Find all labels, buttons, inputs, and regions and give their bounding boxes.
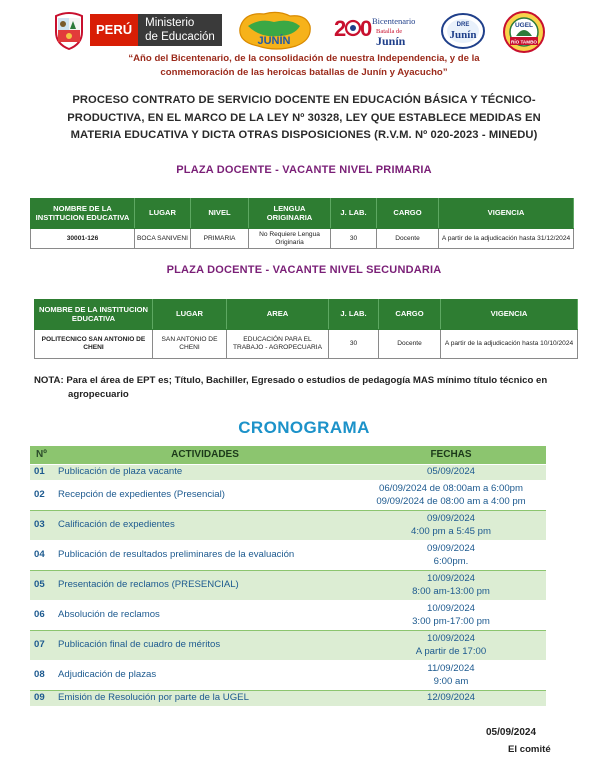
row-actividad: Recepción de expedientes (Presencial): [54, 480, 356, 510]
cronograma-title: CRONOGRAMA: [238, 418, 370, 437]
row-fecha-line1: 10/09/2024: [426, 602, 475, 614]
nota-block: [34, 374, 574, 402]
primaria-heading: PLAZA DOCENTE - VACANTE NIVEL PRIMARIA: [176, 164, 432, 176]
row-actividad: Calificación de expedientes: [54, 510, 356, 540]
ministerio-educacion-logo: [90, 14, 222, 46]
secundaria-header-row: [35, 300, 578, 330]
row-actividad: Adjudicación de plazas: [54, 660, 356, 690]
title-line3: MATERIA EDUCATIVA Y DICTA OTRAS DISPOSICIONES (R.V.M. Nº 020-2023 - MINEDU): [70, 129, 538, 141]
cell-vigencia: A partir de la adjudicación hasta 31/12/2024: [439, 229, 574, 249]
col-lugar: LUGAR: [153, 300, 227, 330]
col-vigencia: VIGENCIA: [441, 300, 578, 330]
row-number: 04: [30, 540, 54, 570]
cronograma-body: [30, 464, 546, 706]
primaria-table: [30, 198, 574, 249]
row-fecha-line2: 9:00 am: [433, 676, 469, 687]
row-actividad: Emisión de Resolución por parte de la UGEL: [54, 690, 356, 706]
primaria-data-row: [31, 229, 574, 249]
nota-text1: Para el área de EPT es; Título, Bachiller, Egresado o estudios de pedagogía MAS mínimo título técnico en: [66, 375, 548, 386]
bicent-line2: Batalla de: [376, 28, 403, 35]
cell-cargo: Docente: [379, 330, 441, 359]
row-number: 09: [30, 690, 54, 706]
cronograma-row: [30, 630, 546, 660]
ugel-rio-tambo-logo: [502, 10, 546, 54]
col-nivel: NIVEL: [191, 199, 249, 229]
ugel-text: UGEL: [514, 22, 534, 29]
cell-institucion: POLITECNICO SAN ANTONIO DE CHENI: [35, 330, 153, 359]
ministerio-line2: de Educación: [145, 31, 215, 43]
row-number: 05: [30, 570, 54, 600]
row-fecha-line1: 10/09/2024: [426, 632, 475, 644]
secundaria-heading: PLAZA DOCENTE - VACANTE NIVEL SECUNDARIA: [166, 264, 442, 276]
cronograma-header-row: [30, 446, 546, 464]
motto-line1: “Año del Bicentenario, de la consolidación de nuestra Independencia, y de la: [128, 53, 480, 64]
col-lugar: LUGAR: [135, 199, 191, 229]
row-number: 03: [30, 510, 54, 540]
col-institucion: NOMBRE DE LA INSTITUCION EDUCATIVA: [31, 199, 135, 229]
col-area: AREA: [227, 300, 329, 330]
title-line1: PROCESO CONTRATO DE SERVICIO DOCENTE EN EDUCACIÓN BÁSICA Y TÉCNICO-: [72, 94, 536, 106]
dre-junin-logo: [440, 12, 486, 50]
cell-vigencia: A partir de la adjudicación hasta 10/10/2024: [441, 330, 578, 359]
row-fechas: [356, 540, 546, 570]
row-fechas: [356, 630, 546, 660]
peru-label: PERÚ: [90, 14, 138, 46]
dre-text: Junín: [449, 29, 477, 41]
ugel-sub: RÍO TAMBO: [511, 39, 537, 45]
row-fecha-line1: 06/09/2024 de 08:00am a 6:00pm: [378, 482, 524, 494]
secundaria-table: [34, 299, 578, 359]
bicent-line3: Junín: [376, 34, 406, 48]
row-actividad: Absolución de reclamos: [54, 600, 356, 630]
cell-jlab: 30: [329, 330, 379, 359]
row-actividad: Presentación de reclamos (PRESENCIAL): [54, 570, 356, 600]
svg-text:0: 0: [360, 16, 373, 41]
cell-lugar: SAN ANTONIO DE CHENI: [153, 330, 227, 359]
row-fechas: [356, 690, 546, 706]
row-fecha-line1: 05/09/2024: [426, 466, 475, 478]
cell-jlab: 30: [331, 229, 377, 249]
year-motto: [40, 52, 568, 80]
row-number: 01: [30, 464, 54, 480]
col-vigencia: VIGENCIA: [439, 199, 574, 229]
nota-label: NOTA:: [34, 375, 64, 386]
logo-row: [0, 6, 608, 54]
row-fechas: [356, 600, 546, 630]
gobierno-regional-junin-logo: [234, 8, 314, 52]
cell-cargo: Docente: [377, 229, 439, 249]
cronograma-row: [30, 510, 546, 540]
cell-nivel: PRIMARIA: [191, 229, 249, 249]
row-fechas: [356, 660, 546, 690]
row-fecha-line1: 11/09/2024: [427, 662, 475, 674]
row-fecha-line1: 12/09/2024: [426, 692, 475, 704]
row-fecha-line1: 10/09/2024: [426, 572, 475, 584]
svg-text:2: 2: [334, 16, 347, 41]
col-cargo: CARGO: [379, 300, 441, 330]
col-cargo: CARGO: [377, 199, 439, 229]
row-actividad: Publicación final de cuadro de méritos: [54, 630, 356, 660]
col-lengua: LENGUA ORIGINARIA: [249, 199, 331, 229]
cell-area: EDUCACIÓN PARA EL TRABAJO - AGROPECUARIA: [227, 330, 329, 359]
bicentenario-batalla-junin-logo: [332, 12, 424, 50]
col-jlab: J. LAB.: [329, 300, 379, 330]
secundaria-data-row: [35, 330, 578, 359]
footer-date: 05/09/2024: [486, 727, 537, 738]
row-fecha-line2: 3:00 pm-17:00 pm: [412, 616, 490, 627]
row-fecha-line2: 8:00 am-13:00 pm: [412, 586, 490, 597]
row-fecha-line1: 09/09/2024: [426, 512, 475, 524]
ministerio-label: [138, 14, 222, 46]
cronograma-row: [30, 540, 546, 570]
row-fechas: [356, 480, 546, 510]
col-actividades: ACTIVIDADES: [54, 446, 356, 464]
col-jlab: J. LAB.: [331, 199, 377, 229]
cronograma-row: [30, 660, 546, 690]
cronograma-row: [30, 600, 546, 630]
row-actividad: Publicación de resultados preliminares de la evaluación: [54, 540, 356, 570]
row-fecha-line2: 4:00 pm a 5:45 pm: [411, 526, 491, 537]
row-fecha-line2: 09/09/2024 de 08:00 am a 4:00 pm: [376, 496, 526, 507]
row-actividad: Publicación de plaza vacante: [54, 464, 356, 480]
col-fechas: FECHAS: [356, 446, 546, 464]
motto-line2: conmemoración de las heroicas batallas de Junín y Ayacucho”: [160, 67, 448, 78]
cronograma-row: [30, 690, 546, 706]
svg-text:DRE: DRE: [456, 22, 470, 28]
cronograma-row: [30, 570, 546, 600]
footer-signature: El comité: [508, 744, 551, 755]
col-institucion: NOMBRE DE LA INSTITUCION EDUCATIVA: [35, 300, 153, 330]
row-number: 06: [30, 600, 54, 630]
cell-lengua: No Requiere Lengua Originaria: [249, 229, 331, 249]
row-number: 02: [30, 480, 54, 510]
col-num: Nº: [30, 446, 54, 464]
title-line2: PRODUCTIVA, EN EL MARCO DE LA LEY Nº 30328, LEY QUE ESTABLECE MEDIDAS EN: [67, 111, 541, 124]
primaria-header-row: [31, 199, 574, 229]
ministerio-line1: Ministerio: [145, 17, 195, 29]
cronograma-table: [30, 446, 546, 707]
row-fecha-line2: A partir de 17:00: [415, 646, 487, 657]
cell-lugar: BOCA SANIVENI: [135, 229, 191, 249]
bicent-line1: Bicentenario: [372, 16, 416, 26]
row-number: 08: [30, 660, 54, 690]
peru-coat-of-arms-icon: [52, 10, 86, 50]
nota-text2: agropecuario: [68, 389, 129, 400]
row-fecha-line1: 09/09/2024: [426, 542, 475, 554]
junin-logo-text: JUNÍN: [257, 35, 291, 47]
row-fechas: [356, 464, 546, 480]
row-number: 07: [30, 630, 54, 660]
row-fechas: [356, 510, 546, 540]
row-fechas: [356, 570, 546, 600]
row-fecha-line2: 6:00pm.: [433, 556, 469, 567]
document-title: [50, 92, 558, 145]
cronograma-row: [30, 480, 546, 510]
cell-institucion: 30001-126: [31, 229, 135, 249]
cronograma-row: [30, 464, 546, 480]
